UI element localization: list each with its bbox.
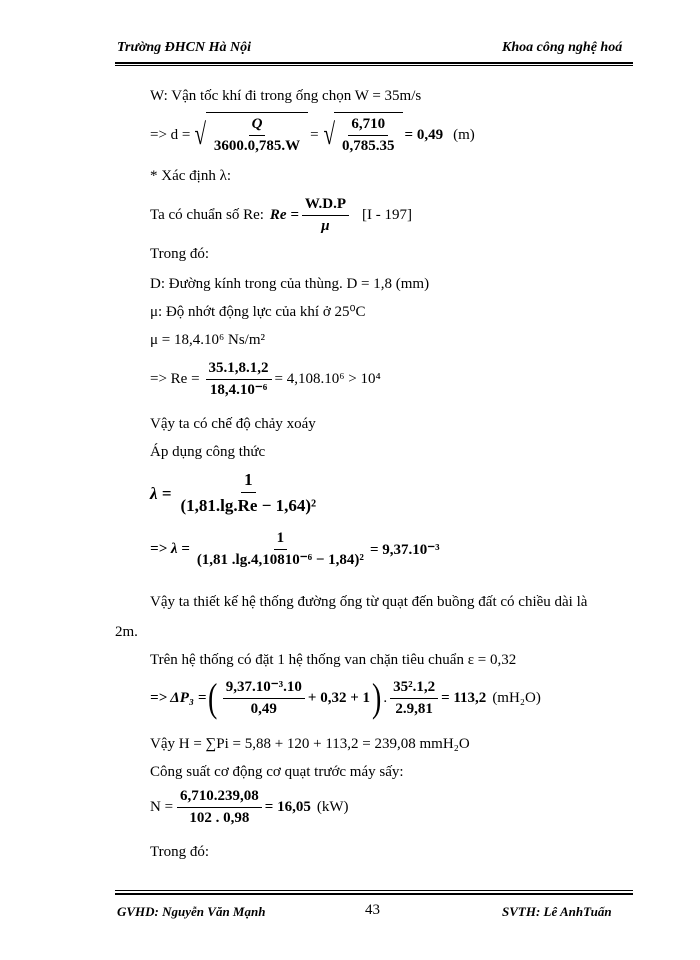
sqrt-1: √ $\frac{Q}{3600.0,785.W}$ [192,112,308,158]
dp-den2: 2.9,81 [395,700,433,717]
re-den: μ [321,218,330,234]
trong-do-1: Trong đó: [150,246,210,262]
re-calc-den: 18,4.10⁻⁶ [209,382,268,398]
valve-line: Trên hệ thống có đặt 1 hệ thống van chặn tiêu chuẩn ε = 0,32 [150,652,517,668]
re-num: W.D.P [302,196,349,216]
n-result: = 16,05 [264,799,311,815]
power-line: Công suất cơ động cơ quạt trước máy sấy: [150,764,404,780]
lambda-den: (1,81.lg.Re − 1,64)² [180,496,317,515]
n-unit: (kW) [316,799,349,815]
re-calc [150,360,381,399]
mu-line: μ: Độ nhớt động lực của khí ở 25⁰C [150,304,366,320]
xoay-line: Vậy ta có chế độ chảy xoáy [150,416,316,432]
n-formula [150,788,349,827]
header-school: Trường ĐHCN Hà Nội [117,40,252,55]
n-num: 6,710.239,08 [177,788,262,808]
d-num2: 6,710 [348,116,388,136]
d-line: D: Đường kính trong của thùng. D = 1,8 (mm) [150,276,430,292]
d-result: = 0,49 [404,126,444,143]
dp-dot: . [383,689,388,706]
re-ref: [I - 197] [362,207,412,223]
apdung-line: Áp dụng công thức [150,444,266,460]
d-den2: 0,785.35 [342,138,395,154]
trong-do-2: Trong đó: [150,844,210,860]
re-lhs: Re = [269,207,299,223]
lambda-calc [150,530,440,569]
n-den: 102 . 0,98 [189,810,250,826]
lambda-calc-num: 1 [274,530,288,550]
d-prefix: => d = [150,126,191,143]
footer-rule-thin [115,890,633,891]
dp-num1: 9,37.10⁻³.10 [223,679,305,699]
lambda-calc-prefix: => λ = [150,541,190,557]
re-calc-num: 35.1,8.1,2 [206,360,272,380]
header-faculty: Khoa công nghệ hoá [502,40,623,55]
dp-num2: 35².1,2 [390,679,438,699]
lambda-lhs: λ = [150,483,172,503]
lambda-calc-den: (1,81 .lg.4,10810⁻⁶ − 1,84)² [196,552,364,568]
w-definition: W: Vận tốc khí đi trong ống chọn W = 35m/s [150,88,422,104]
footer-student: SVTH: Lê AnhTuấn [502,904,612,919]
d-unit: (m) [453,126,475,143]
dp-formula: => ΔP₃ = ( $\frac{\text{9,37.10⁻³.10}}{0,49}$ + 0,32 + 1 ) . $\frac{\text{35².1,2}}{2.9,81}$ = 113,2 (mH₂O) [150,675,541,720]
lambda-formula [150,470,322,517]
dp-plus: + 0,32 + 1 [307,689,370,706]
d-num1: Q [249,116,266,136]
sqrt-2: √ $\frac{6,710}{0,785.35}$ [321,112,403,158]
para-pipe-a: Vậy ta thiết kế hệ thống đường ống từ quạt đến buồng đất có chiều dài là [150,594,588,610]
page-number: 43 [365,902,380,918]
footer-advisor: GVHD: Nguyễn Văn Mạnh [117,904,266,919]
mu-value: μ = 18,4.10⁶ Ns/m² [150,332,265,348]
re-prefix: Ta có chuẩn số Re: [150,207,264,223]
lambda-title: * Xác định λ: [150,168,232,184]
d-formula [150,112,475,158]
dp-unit: (mH₂O) [492,689,541,706]
dp-result: = 113,2 [441,689,487,706]
lambda-calc-result: = 9,37.10⁻³ [369,542,440,558]
h-line: Vậy H = ∑Pi = 5,88 + 120 + 113,2 = 239,08 mmH₂O [150,736,470,752]
re-calc-result: = 4,108.10⁶ > 10⁴ [274,371,381,387]
header-rule [115,62,633,64]
d-den1: 3600.0,785.W [213,138,301,154]
para-pipe-b: 2m. [115,624,138,640]
lambda-num: 1 [241,470,256,493]
re-calc-prefix: => Re = [150,371,200,387]
re-formula [150,196,412,235]
dp-den1: 0,49 [250,700,277,717]
d-eq: = [310,126,319,143]
header-rule-thin [115,65,633,66]
footer-rule [115,893,633,895]
n-prefix: N = [150,799,174,815]
dp-prefix: => ΔP₃ = [150,689,207,706]
